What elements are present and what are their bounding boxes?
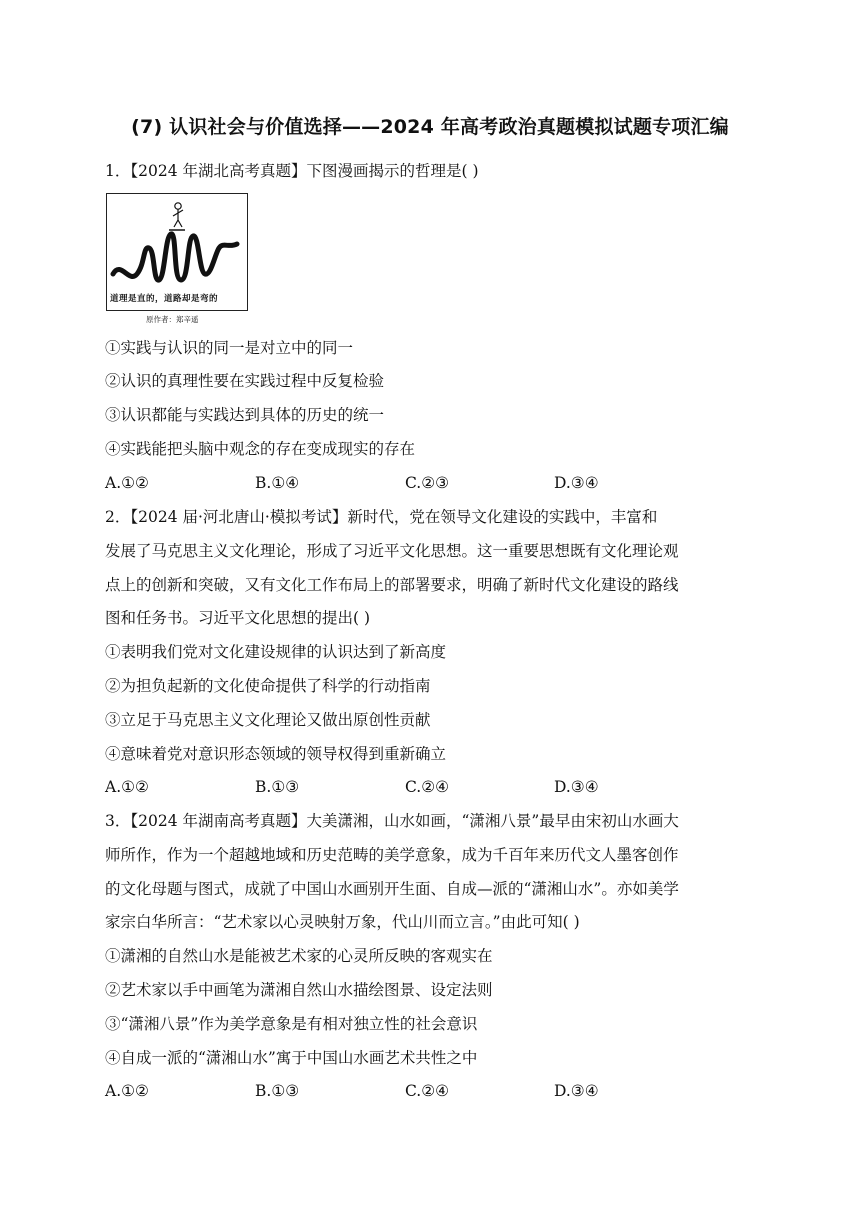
q1-statement-1: ①实践与认识的同一是对立中的同一	[105, 339, 354, 357]
q2-statement-3: ③立足于马克思主义文化理论又做出原创性贡献	[105, 711, 431, 729]
question-3-stem-line-2: 师所作，作为一个超越地域和历史范畴的美学意象，成为千百年来历代文人墨客创作	[105, 846, 679, 864]
q2-option-a[interactable]: A.①②	[105, 778, 149, 796]
q2-option-d[interactable]: D.③④	[554, 778, 599, 796]
question-2-stem-line-4: 图和任务书。习近平文化思想的提出( )	[105, 609, 371, 627]
q1-option-a[interactable]: A.①②	[105, 474, 149, 492]
question-2-stem-line-2: 发展了马克思主义文化理论，形成了习近平文化思想。这一重要思想既有文化理论观	[105, 542, 679, 560]
question-3-stem-line-3: 的文化母题与图式，成就了中国山水画别开生面、自成—派的“潇湘山水”。亦如美学	[105, 880, 679, 898]
q3-option-b[interactable]: B.①③	[255, 1082, 300, 1100]
question-1-stem: 1．【2024 年湖北高考真题】下图漫画揭示的哲理是( )	[105, 162, 479, 180]
q2-option-b[interactable]: B.①③	[255, 778, 300, 796]
q2-statement-2: ②为担负起新的文化使命提供了科学的行动指南	[105, 677, 431, 695]
q3-option-a[interactable]: A.①②	[105, 1082, 149, 1100]
q2-statement-1: ①表明我们党对文化建设规律的认识达到了新高度	[105, 643, 447, 661]
question-2-stem-line-3: 点上的创新和突破，又有文化工作布局上的部署要求，明确了新时代文化建设的路线	[105, 576, 679, 594]
cartoon-author: 原作者：郑辛遥	[146, 315, 199, 324]
q3-option-c[interactable]: C.②④	[405, 1082, 450, 1100]
q2-option-c[interactable]: C.②④	[405, 778, 450, 796]
q1-option-b[interactable]: B.①④	[255, 474, 300, 492]
q1-option-d[interactable]: D.③④	[554, 474, 599, 492]
question-2-stem-line-1: 2．【2024 届·河北唐山·模拟考试】新时代，党在领导文化建设的实践中，丰富和	[105, 508, 658, 526]
q1-option-c[interactable]: C.②③	[405, 474, 450, 492]
q1-statement-4: ④实践能把头脑中观念的存在变成现实的存在	[105, 440, 416, 458]
q3-statement-1: ①潇湘的自然山水是能被艺术家的心灵所反映的客观实在	[105, 947, 493, 965]
q2-statement-4: ④意味着党对意识形态领域的领导权得到重新确立	[105, 745, 447, 763]
question-3-stem-line-4: 家宗白华所言：“艺术家以心灵映射万象，代山川而立言。”由此可知( )	[105, 913, 580, 931]
q3-option-d[interactable]: D.③④	[554, 1082, 599, 1100]
q1-statement-2: ②认识的真理性要在实践过程中反复检验	[105, 372, 385, 390]
cartoon-caption: 道理是直的，道路却是弯的	[110, 294, 219, 304]
question-1-cartoon	[106, 193, 250, 329]
question-3-stem-line-1: 3．【2024 年湖南高考真题】大美潇湘，山水如画，“潇湘八景”最早由宋初山水画大	[105, 812, 679, 830]
q1-statement-3: ③认识都能与实践达到具体的历史的统一	[105, 406, 385, 424]
q3-statement-4: ④自成一派的“潇湘山水”寓于中国山水画艺术共性之中	[105, 1049, 478, 1067]
q3-statement-3: ③“潇湘八景”作为美学意象是有相对独立性的社会意识	[105, 1015, 478, 1033]
q3-statement-2: ②艺术家以手中画笔为潇湘自然山水描绘图景、设定法则	[105, 981, 493, 999]
page-title: (7) 认识社会与价值选择——2024 年高考政治真题模拟试题专项汇编	[131, 116, 729, 138]
